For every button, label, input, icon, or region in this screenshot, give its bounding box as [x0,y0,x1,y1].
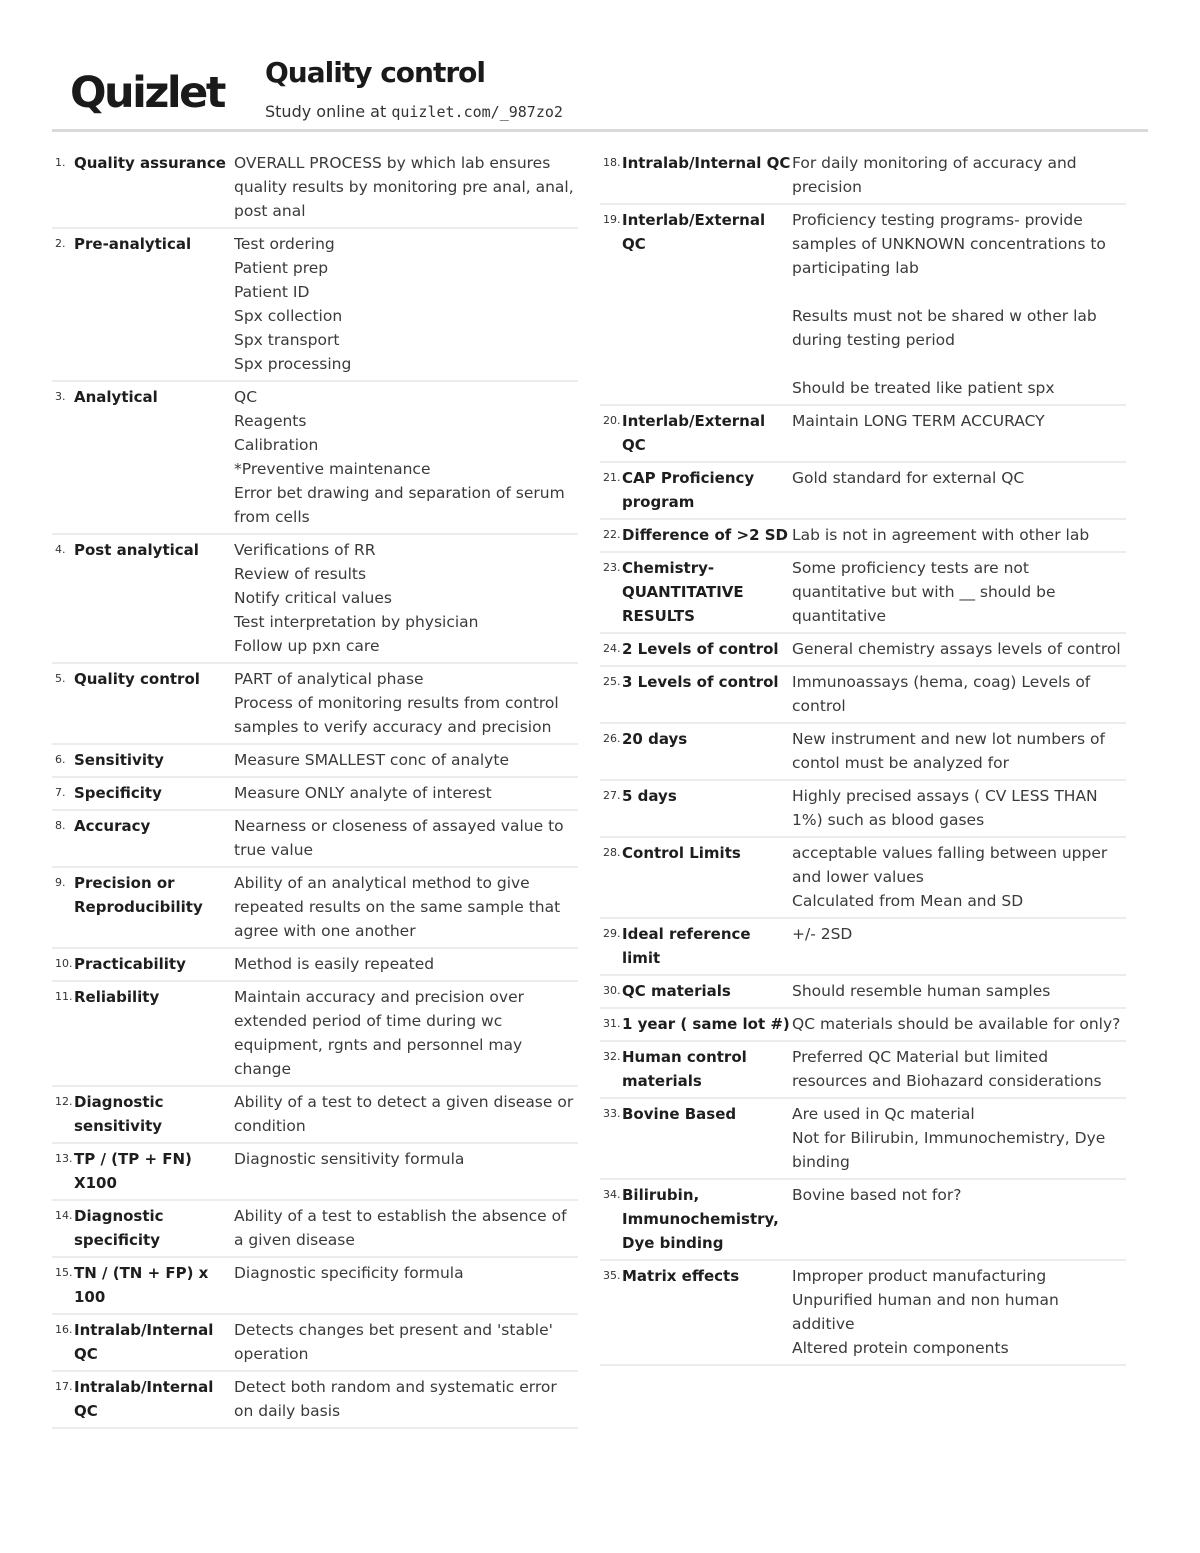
flashcard-row [52,1144,578,1201]
card-definition: New instrument and new lot numbers of contol must be analyzed for [792,730,1105,772]
card-term: Ideal reference limit [622,925,751,967]
card-number: 28. [603,846,621,859]
card-term: Intralab/Internal QC [622,154,791,172]
card-term: Analytical [74,388,158,406]
flashcard-row [600,148,1126,205]
flashcard-row [52,1315,578,1372]
flashcard-row [52,868,578,949]
card-definition: Detect both random and systematic error on daily basis [234,1378,557,1420]
card-number: 25. [603,675,621,688]
card-definition: Detects changes bet present and 'stable' operation [234,1321,553,1363]
study-online-line [265,102,563,121]
flashcard-row [600,1180,1126,1261]
flashcard-row [52,1372,578,1429]
card-term: Interlab/External QC [622,211,766,253]
card-definition: Highly precised assays ( CV LESS THAN 1%) such as blood gases [792,787,1098,829]
card-number: 31. [603,1017,621,1030]
flashcard-row [600,1009,1126,1042]
card-definition: Some proficiency tests are not quantitative but with __ should be quantitative [792,559,1056,625]
card-term: Quality assurance [74,154,226,172]
card-term: Intralab/Internal QC [74,1321,214,1363]
card-number: 6. [55,753,66,766]
flashcard-row [600,520,1126,553]
card-term: Practicability [74,955,186,973]
flashcard-row [52,535,578,664]
flashcard-row [52,229,578,382]
card-number: 4. [55,543,66,556]
card-number: 27. [603,789,621,802]
card-definition: Bovine based not for? [792,1186,962,1204]
quizlet-logo: Quizlet [70,68,224,118]
card-number: 3. [55,390,66,403]
card-number: 30. [603,984,621,997]
card-definition: Proficiency testing programs- provide samples of UNKNOWN concentrations to participating lab Results must not be shared w other lab during testing period Should be treated like patient spx [792,211,1106,397]
card-definition: OVERALL PROCESS by which lab ensures quality results by monitoring pre anal, anal, post anal [234,154,574,220]
card-term: Human control materials [622,1048,747,1090]
flashcard-row [52,949,578,982]
flashcard-row [600,667,1126,724]
card-definition: Nearness or closeness of assayed value to true value [234,817,564,859]
left-column [52,148,578,1429]
card-definition: General chemistry assays levels of control [792,640,1121,658]
card-definition: Are used in Qc material Not for Bilirubin, Immunochemistry, Dye binding [792,1105,1106,1171]
card-number: 34. [603,1188,621,1201]
card-term: Bilirubin, Immunochemistry, Dye binding [622,1186,779,1252]
card-number: 23. [603,561,621,574]
flashcard-row [52,664,578,745]
flashcard-row [600,781,1126,838]
card-definition: Immunoassays (hema, coag) Levels of control [792,673,1091,715]
card-definition: QC Reagents Calibration *Preventive maintenance Error bet drawing and separation of serum from cells [234,388,565,526]
flashcard-row [600,463,1126,520]
card-term: Difference of >2 SD [622,526,788,544]
card-number: 32. [603,1050,621,1063]
flashcard-row [52,745,578,778]
flashcard-row [600,634,1126,667]
card-definition: Should resemble human samples [792,982,1051,1000]
right-column [600,148,1126,1366]
card-definition: PART of analytical phase Process of monitoring results from control samples to verify accuracy and precision [234,670,559,736]
card-number: 26. [603,732,621,745]
page-header [52,52,1148,132]
card-definition: Verifications of RR Review of results Notify critical values Test interpretation by physician Follow up pxn care [234,541,479,655]
flashcard-row [600,1099,1126,1180]
card-term: QC materials [622,982,731,1000]
card-term: TP / (TP + FN) X100 [74,1150,192,1192]
set-title: Quality control [265,56,486,89]
card-definition: +/- 2SD [792,925,853,943]
card-term: TN / (TN + FP) x 100 [74,1264,209,1306]
card-number: 21. [603,471,621,484]
card-term: 20 days [622,730,688,748]
flashcard-row [600,406,1126,463]
card-term: Matrix effects [622,1267,740,1285]
study-prefix: Study online at [265,102,387,121]
card-number: 20. [603,414,621,427]
card-number: 10. [55,957,73,970]
card-term: Quality control [74,670,200,688]
card-term: Pre-analytical [74,235,192,253]
card-term: Specificity [74,784,162,802]
card-number: 14. [55,1209,73,1222]
card-definition: Test ordering Patient prep Patient ID Spx collection Spx transport Spx processing [234,235,352,373]
card-term: Bovine Based [622,1105,737,1123]
card-number: 17. [55,1380,73,1393]
card-number: 15. [55,1266,73,1279]
flashcard-row [52,382,578,535]
flashcard-row [600,976,1126,1009]
flashcard-row [52,811,578,868]
card-definition: For daily monitoring of accuracy and precision [792,154,1077,196]
card-number: 19. [603,213,621,226]
card-number: 24. [603,642,621,655]
card-number: 1. [55,156,66,169]
card-number: 16. [55,1323,73,1336]
card-definition: acceptable values falling between upper and lower values Calculated from Mean and SD [792,844,1108,910]
flashcard-row [600,1261,1126,1366]
card-number: 8. [55,819,66,832]
card-definition: QC materials should be available for only? [792,1015,1121,1033]
card-term: Chemistry- QUANTITATIVE RESULTS [622,559,744,625]
card-number: 22. [603,528,621,541]
card-definition: Measure ONLY analyte of interest [234,784,492,802]
flashcard-row [52,1201,578,1258]
set-url[interactable]: quizlet.com/_987zo2 [391,103,563,121]
flashcard-row [600,724,1126,781]
card-term: Post analytical [74,541,199,559]
card-term: Accuracy [74,817,151,835]
card-term: 3 Levels of control [622,673,779,691]
card-definition: Improper product manufacturing Unpurified human and non human additive Altered protein components [792,1267,1059,1357]
card-term: CAP Proficiency program [622,469,755,511]
card-number: 11. [55,990,73,1003]
flashcard-row [600,1042,1126,1099]
card-term: 5 days [622,787,677,805]
card-definition: Ability of a test to establish the absence of a given disease [234,1207,567,1249]
card-definition: Ability of a test to detect a given disease or condition [234,1093,574,1135]
card-definition: Diagnostic sensitivity formula [234,1150,465,1168]
flashcard-row [600,205,1126,406]
card-term: 2 Levels of control [622,640,779,658]
flashcard-row [600,838,1126,919]
card-term: Diagnostic sensitivity [74,1093,164,1135]
card-term: Precision or Reproducibility [74,874,203,916]
card-definition: Lab is not in agreement with other lab [792,526,1090,544]
card-number: 35. [603,1269,621,1282]
flashcard-row [52,778,578,811]
card-definition: Maintain LONG TERM ACCURACY [792,412,1045,430]
card-term: Interlab/External QC [622,412,766,454]
card-definition: Gold standard for external QC [792,469,1025,487]
card-term: Reliability [74,988,160,1006]
flashcard-row [600,919,1126,976]
card-number: 29. [603,927,621,940]
card-term: 1 year ( same lot #) [622,1015,790,1033]
flashcard-row [52,1087,578,1144]
flashcard-row [600,553,1126,634]
card-number: 18. [603,156,621,169]
card-number: 33. [603,1107,621,1120]
card-definition: Ability of an analytical method to give repeated results on the same sample that agree with one another [234,874,561,940]
card-definition: Maintain accuracy and precision over extended period of time during wc equipment, rgnts and personnel may change [234,988,524,1078]
card-definition: Method is easily repeated [234,955,435,973]
card-term: Intralab/Internal QC [74,1378,214,1420]
card-number: 13. [55,1152,73,1165]
card-number: 12. [55,1095,73,1108]
flashcard-row [52,148,578,229]
card-number: 9. [55,876,66,889]
card-term: Diagnostic specificity [74,1207,164,1249]
card-number: 2. [55,237,66,250]
card-definition: Diagnostic specificity formula [234,1264,464,1282]
card-term: Sensitivity [74,751,164,769]
card-term: Control Limits [622,844,741,862]
card-definition: Preferred QC Material but limited resources and Biohazard considerations [792,1048,1102,1090]
flashcard-row [52,1258,578,1315]
card-definition: Measure SMALLEST conc of analyte [234,751,509,769]
card-number: 7. [55,786,66,799]
flashcard-row [52,982,578,1087]
card-number: 5. [55,672,66,685]
